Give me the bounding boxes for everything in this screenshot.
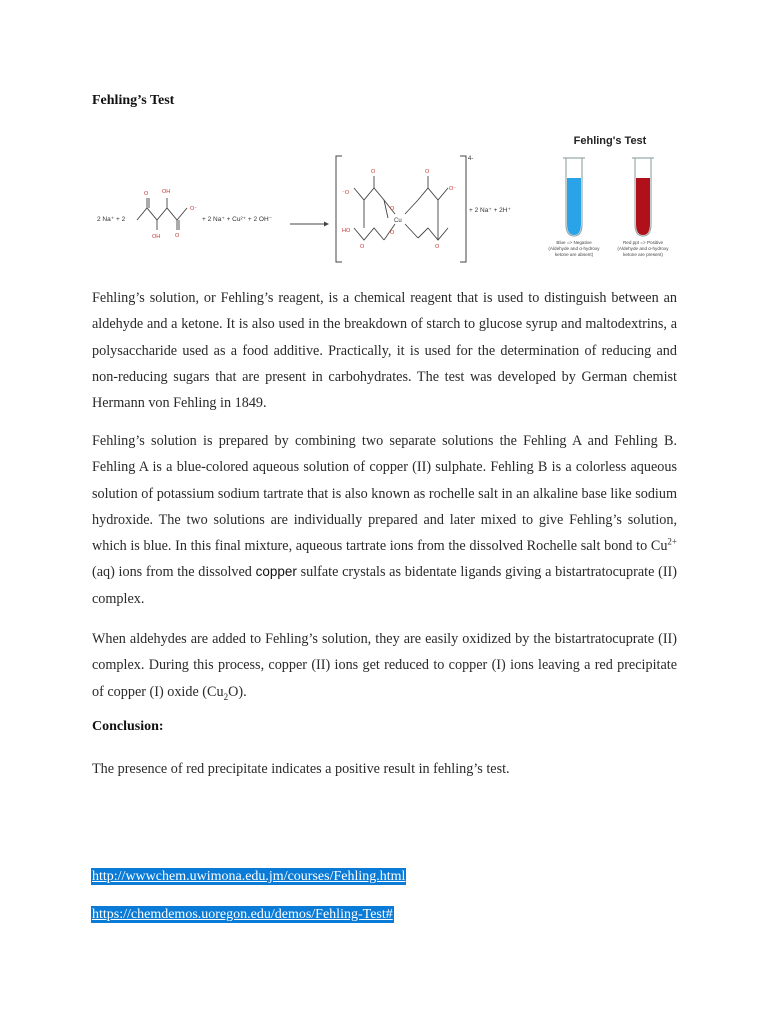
reagents-text: + 2 Na⁺ + Cu²⁺ + 2 OH⁻ xyxy=(202,216,273,223)
left-prefix: 2 Na⁺ + 2 xyxy=(97,216,126,223)
conclusion-heading: Conclusion: xyxy=(92,719,164,734)
atom-oh-top: OH xyxy=(162,189,171,195)
conclusion-text: The presence of red precipitate indicates a positive result in fehling’s test. xyxy=(92,761,510,777)
red-caption-line3: ketone are present) xyxy=(623,252,663,257)
paragraph-preparation xyxy=(92,428,677,612)
atom-o-left-bot: O xyxy=(360,244,365,250)
red-caption-line2: (Aldehyde and α-hydroxy xyxy=(617,246,669,251)
paragraph-preparation-text-3: sulfate crystals as bidentate ligands giving a bistartratocuprate (II) complex. xyxy=(92,564,677,607)
paragraph-reaction-text-1: When aldehydes are added to Fehling’s solution, they are easily oxidized by the bistartratocuprate (II) complex. During this process, copper (II) ions get reduced to copper (I) ions leaving a red precipitate of copper (I) oxide (Cu xyxy=(92,631,677,700)
atom-o-left-top: O xyxy=(371,169,376,175)
red-tube xyxy=(632,158,654,236)
paragraph-intro: Fehling’s solution, or Fehling’s reagent, is a chemical reagent that is used to distinguish between an aldehyde and a ketone. It is also used in the breakdown of starch to glucose syrup and maltodextrins, a polysaccharide used as a food additive. Practically, it is used for the determination of reducing and non-reducing sugars that are present in carbohydrates. The test was developed by German chemist Hermann von Fehling in 1849. xyxy=(92,290,677,412)
atom-o-minus-left: ⁻O xyxy=(342,190,350,196)
atom-o-minus-right: O⁻ xyxy=(449,186,457,192)
subscript-2: 2 xyxy=(223,691,229,702)
product-suffix: + 2 Na⁺ + 2H⁺ xyxy=(469,207,511,214)
complex-charge: 4- xyxy=(468,156,474,162)
reaction-arrow xyxy=(290,222,329,227)
blue-caption-line2: (Aldehyde and α-hydroxy xyxy=(548,246,600,251)
blue-caption-line3: ketone are absent) xyxy=(554,252,594,257)
atom-o-minus: O⁻ xyxy=(190,206,198,212)
red-caption-line1: Red ppt => Positive xyxy=(622,240,664,245)
tubes-title: Fehling's Test xyxy=(573,135,647,147)
atom-cu: Cu xyxy=(394,218,402,224)
document-title: Fehling’s Test xyxy=(92,93,175,108)
paragraph-preparation-text-1: Fehling’s solution is prepared by combining two separate solutions the Fehling A and Fehling B. Fehling A is a blue-colored aqueous solution of copper (II) sulphate. Fehling B is a colorless aqueous solution of potassium sodium tartrate that is also known as rochelle salt in an alkaline base like sodium hydroxide. The two solutions are individually prepared and later mixed to give Fehling’s solution, which is blue. In this final mixture, aqueous tartrate ions from the dissolved Rochelle salt bond to Cu xyxy=(92,433,677,555)
atom-o-right-top: O xyxy=(425,169,430,175)
atom-oh-bot: OH xyxy=(152,234,161,240)
tartrate-structure xyxy=(137,198,187,230)
atom-o-cu-top: O xyxy=(390,206,395,212)
complex-brackets xyxy=(336,156,466,262)
paragraph-reaction xyxy=(92,626,677,705)
copper-complex-structure xyxy=(354,176,448,240)
superscript-2plus: 2+ xyxy=(667,536,677,547)
atom-o-right-bot: O xyxy=(435,244,440,250)
reference-link-uwimona[interactable]: http://wwwchem.uwimona.edu.jm/courses/Fehling.html xyxy=(92,869,406,884)
atom-ho-left: HO xyxy=(342,228,351,234)
reference-link-uoregon[interactable]: https://chemdemos.uoregon.edu/demos/Fehling-Test# xyxy=(92,907,393,922)
reaction-scheme-image xyxy=(92,148,532,270)
blue-tube xyxy=(563,158,585,236)
blue-caption-line1: Blue => Negative xyxy=(556,240,592,245)
atom-o-cu-bot: O xyxy=(390,230,395,236)
fehling-test-tubes-image xyxy=(540,128,680,268)
atom-o-bot: O xyxy=(175,233,180,239)
paragraph-reaction-text-2: O). xyxy=(228,683,247,700)
atom-o-top: O xyxy=(144,191,149,197)
copper-word: copper xyxy=(255,564,297,580)
paragraph-preparation-text-2: (aq) ions from the dissolved xyxy=(92,564,256,581)
